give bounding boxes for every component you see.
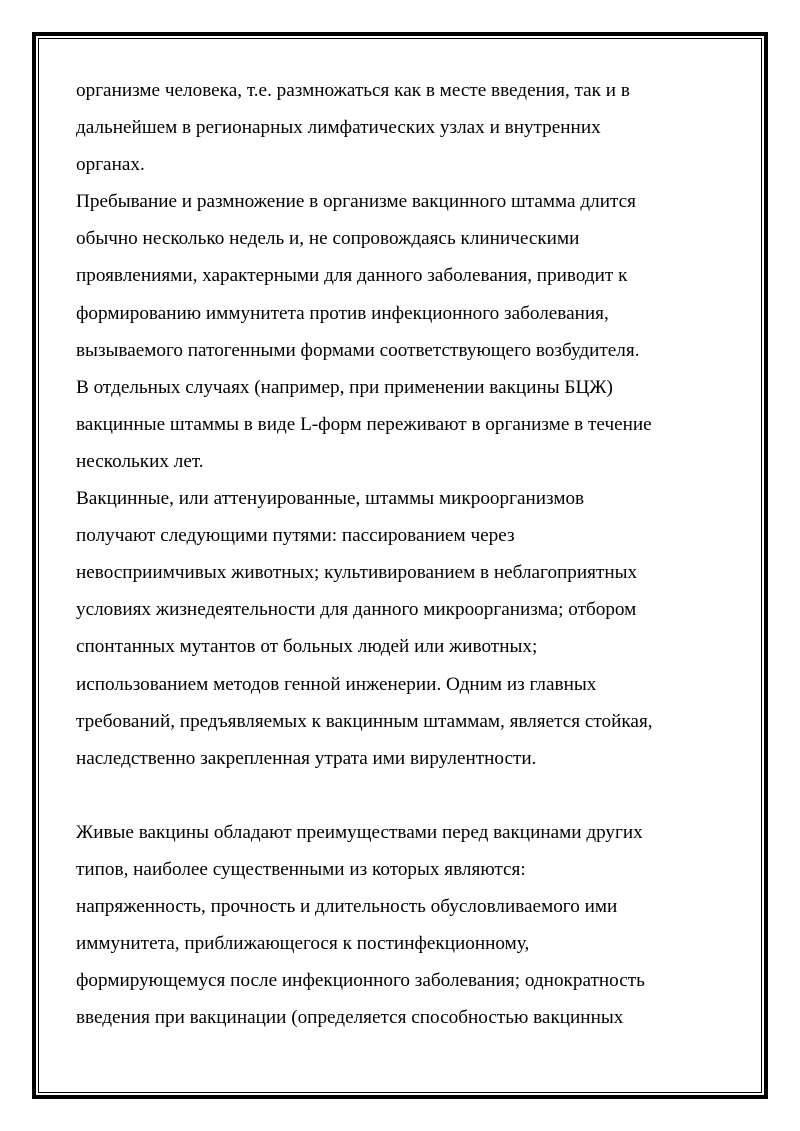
paragraph	[76, 814, 736, 1037]
text-line: получают следующими путями: пассированием через	[76, 525, 515, 547]
text-line: организме человека, т.е. размножаться как в месте введения, так и в	[76, 80, 630, 101]
text-line: Пребывание и размножение в организме вакцинного штамма длится	[76, 191, 636, 213]
text-line: использованием методов генной инженерии. Одним из главных	[76, 673, 597, 695]
text-line: формирующемуся после инфекционного заболевания; однократность	[76, 970, 645, 992]
text-line: введения при вакцинации (определяется способностью вакцинных	[76, 1007, 624, 1029]
text-line: дальнейшем в регионарных лимфатических узлах и внутренних	[76, 117, 601, 139]
text-line: формированию иммунитета против инфекционного заболевания,	[76, 302, 609, 324]
text-line: Вакцинные, или аттенуированные, штаммы микроорганизмов	[76, 488, 585, 510]
text-line: невосприимчивых животных; культивированием в неблагоприятных	[76, 562, 638, 584]
text-line: проявлениями, характерными для данного заболевания, приводит к	[76, 265, 628, 287]
text-line: напряженность, прочность и длительность обусловливаемого ими	[76, 896, 618, 918]
text-line: условиях жизнедеятельности для данного микроорганизма; отбором	[76, 599, 637, 621]
document-body	[76, 72, 736, 1036]
text-line: органах.	[76, 154, 145, 176]
text-line: требований, предъявляемых к вакцинным штаммам, является стойкая,	[76, 710, 653, 732]
text-line: спонтанных мутантов от больных людей или животных;	[76, 636, 538, 658]
text-line: нескольких лет.	[76, 450, 204, 472]
text-line: обычно несколько недель и, не сопровождаясь клиническими	[76, 228, 580, 250]
paragraph	[76, 369, 736, 480]
text-line: иммунитета, приближающегося к постинфекционному,	[76, 933, 530, 955]
paragraph	[76, 72, 736, 183]
text-line: вакцинные штаммы в виде L-форм переживают в организме в течение	[76, 413, 652, 435]
text-line: В отдельных случаях (например, при применении вакцины БЦЖ)	[76, 376, 613, 398]
paragraph-spacer	[76, 777, 736, 814]
paragraph	[76, 183, 736, 368]
text-line: Живые вакцины обладают преимуществами перед вакцинами других	[76, 821, 643, 843]
paragraph	[76, 480, 736, 777]
text-line: наследственно закрепленная утрата ими вирулентности.	[76, 747, 537, 769]
text-line: вызываемого патогенными формами соответствующего возбудителя.	[76, 339, 640, 361]
text-line: типов, наиболее существенными из которых являются:	[76, 858, 526, 880]
